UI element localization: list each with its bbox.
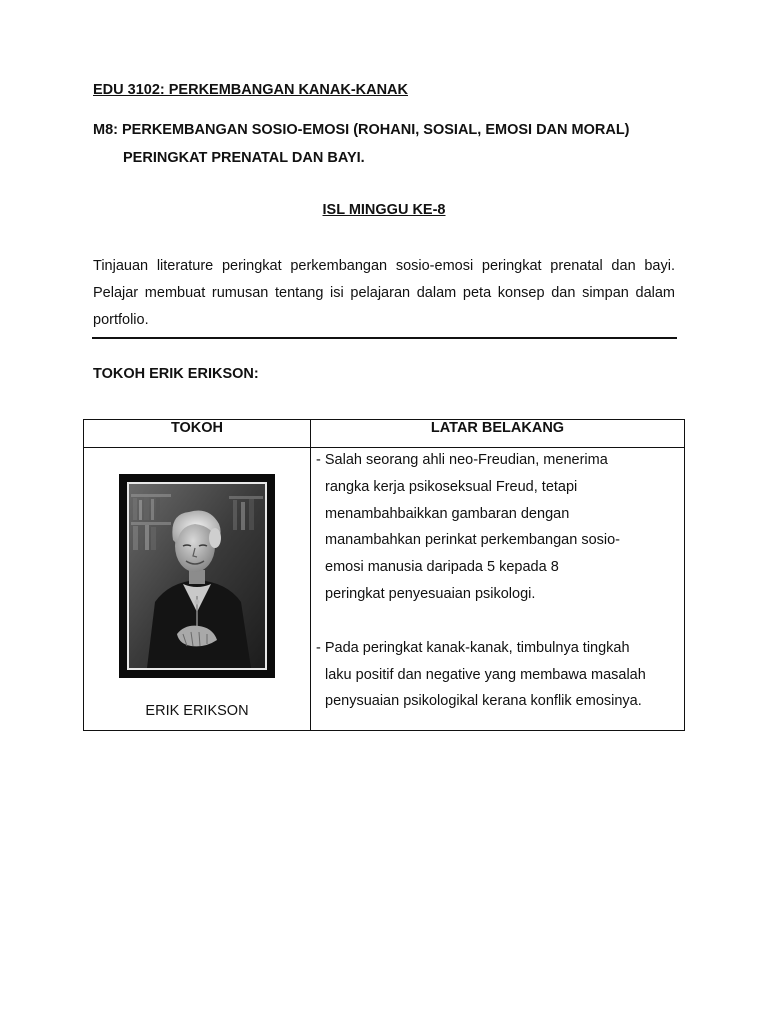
description-line: manambahkan perinkat perkembangan sosio- [325, 532, 621, 549]
module-title-line1: M8: PERKEMBANGAN SOSIO-EMOSI (ROHANI, SOSIAL, EMOSI DAN MORAL) [93, 122, 630, 138]
table-column-divider [310, 420, 311, 730]
portrait-caption: ERIK ERIKSON [145, 703, 249, 719]
description-paragraph [316, 447, 676, 608]
portrait-illustration [129, 484, 265, 668]
info-table [83, 419, 685, 731]
course-title: EDU 3102: PERKEMBANGAN KANAK-KANAK [93, 82, 408, 98]
description-paragraph [316, 635, 676, 715]
module-title-line2: PERINGKAT PRENATAL DAN BAYI. [123, 150, 365, 166]
figure-heading: TOKOH ERIK ERIKSON: [93, 366, 259, 382]
section-divider [92, 337, 677, 339]
isl-week-title: ISL MINGGU KE-8 [322, 202, 446, 218]
portrait-image [127, 482, 267, 670]
description-line: peringkat penyesuaian psikologi. [325, 585, 536, 602]
portrait-photo [119, 474, 275, 678]
description-line: menambahbaikkan gambaran dengan [325, 505, 570, 522]
description-line: laku positif dan negative yang membawa masalah [325, 666, 646, 683]
table-header-latar-belakang: LATAR BELAKANG [430, 420, 565, 436]
description-line: penysuaian psikologikal kerana konflik emosinya. [325, 693, 642, 710]
background-description [316, 447, 676, 715]
description-line: rangka kerja psikoseksual Freud, tetapi [325, 478, 578, 495]
table-header-tokoh: TOKOH [170, 420, 224, 436]
intro-paragraph: Tinjauan literature peringkat perkembangan sosio-emosi peringkat prenatal dan bayi. Pelajar membuat rumusan tentang isi pelajaran dalam peta konsep dan simpan dalam portfolio. [93, 258, 675, 328]
description-line: - Pada peringkat kanak-kanak, timbulnya tingkah [316, 639, 630, 656]
description-line: emosi manusia daripada 5 kepada 8 [325, 559, 559, 576]
description-line: - Salah seorang ahli neo-Freudian, menerima [316, 452, 608, 468]
